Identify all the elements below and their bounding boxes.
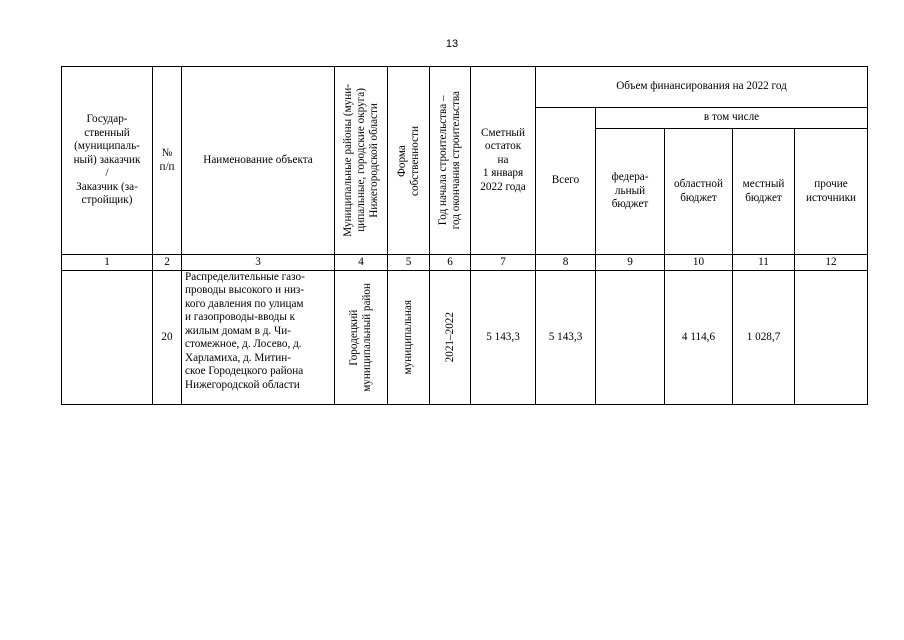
cell-municipality-text: Городецкий муниципальный район	[348, 283, 373, 392]
header-ownership-text: Форма собственности	[395, 125, 421, 196]
cell-municipality	[335, 271, 388, 405]
header-other: прочие источники	[795, 129, 868, 255]
cell-object-name: Распределительные газо- проводы высокого и низ- кого давления по улицам и газопроводы-вводы к жилым домам в д. Чи- стомежное, д. Лосево, д. Харламиха, д. Митин- ское Городецкого района Нижегородской области	[182, 271, 335, 405]
header-including: в том числе	[596, 108, 868, 129]
column-index: 11	[733, 255, 795, 271]
cell-years-text: 2021–2022	[443, 312, 456, 363]
cell-years	[430, 271, 471, 405]
cell-federal	[596, 271, 665, 405]
header-years	[430, 67, 471, 255]
column-index: 8	[536, 255, 596, 271]
cell-ownership-text: муниципальная	[402, 300, 415, 375]
header-row-number: № п/п	[153, 67, 182, 255]
column-index-row	[62, 255, 868, 271]
page-number: 13	[445, 38, 459, 50]
cell-regional: 4 114,6	[665, 271, 733, 405]
header-estimate-balance: Сметный остаток на 1 января 2022 года	[471, 67, 536, 255]
column-index: 6	[430, 255, 471, 271]
header-years-text: Год начала строительства – год окончания строительства	[437, 91, 462, 230]
column-index: 3	[182, 255, 335, 271]
cell-number: 20	[153, 271, 182, 405]
column-index: 4	[335, 255, 388, 271]
cell-other	[795, 271, 868, 405]
header-financing-volume: Объем финансирования на 2022 год	[536, 67, 868, 108]
header-total: Всего	[536, 108, 596, 255]
cell-local: 1 028,7	[733, 271, 795, 405]
cell-customer	[62, 271, 153, 405]
column-index: 5	[388, 255, 430, 271]
cell-total: 5 143,3	[536, 271, 596, 405]
header-municipality	[335, 67, 388, 255]
table-row	[62, 271, 868, 405]
cell-ownership	[388, 271, 430, 405]
column-index: 7	[471, 255, 536, 271]
header-municipality-text: Муниципальные районы (муни- ципальные, городские округа) Нижегородской области	[341, 84, 380, 237]
cell-estimate-balance: 5 143,3	[471, 271, 536, 405]
header-ownership	[388, 67, 430, 255]
column-index: 1	[62, 255, 153, 271]
header-object-name: Наименование объекта	[182, 67, 335, 255]
header-local: местный бюджет	[733, 129, 795, 255]
header-customer: Государ- ственный (муниципаль- ный) заказчик / Заказчик (за- стройщик)	[62, 67, 153, 255]
column-index: 12	[795, 255, 868, 271]
financing-table	[61, 66, 868, 405]
header-regional: областной бюджет	[665, 129, 733, 255]
column-index: 10	[665, 255, 733, 271]
column-index: 9	[596, 255, 665, 271]
column-index: 2	[153, 255, 182, 271]
header-federal: федера- льный бюджет	[596, 129, 665, 255]
